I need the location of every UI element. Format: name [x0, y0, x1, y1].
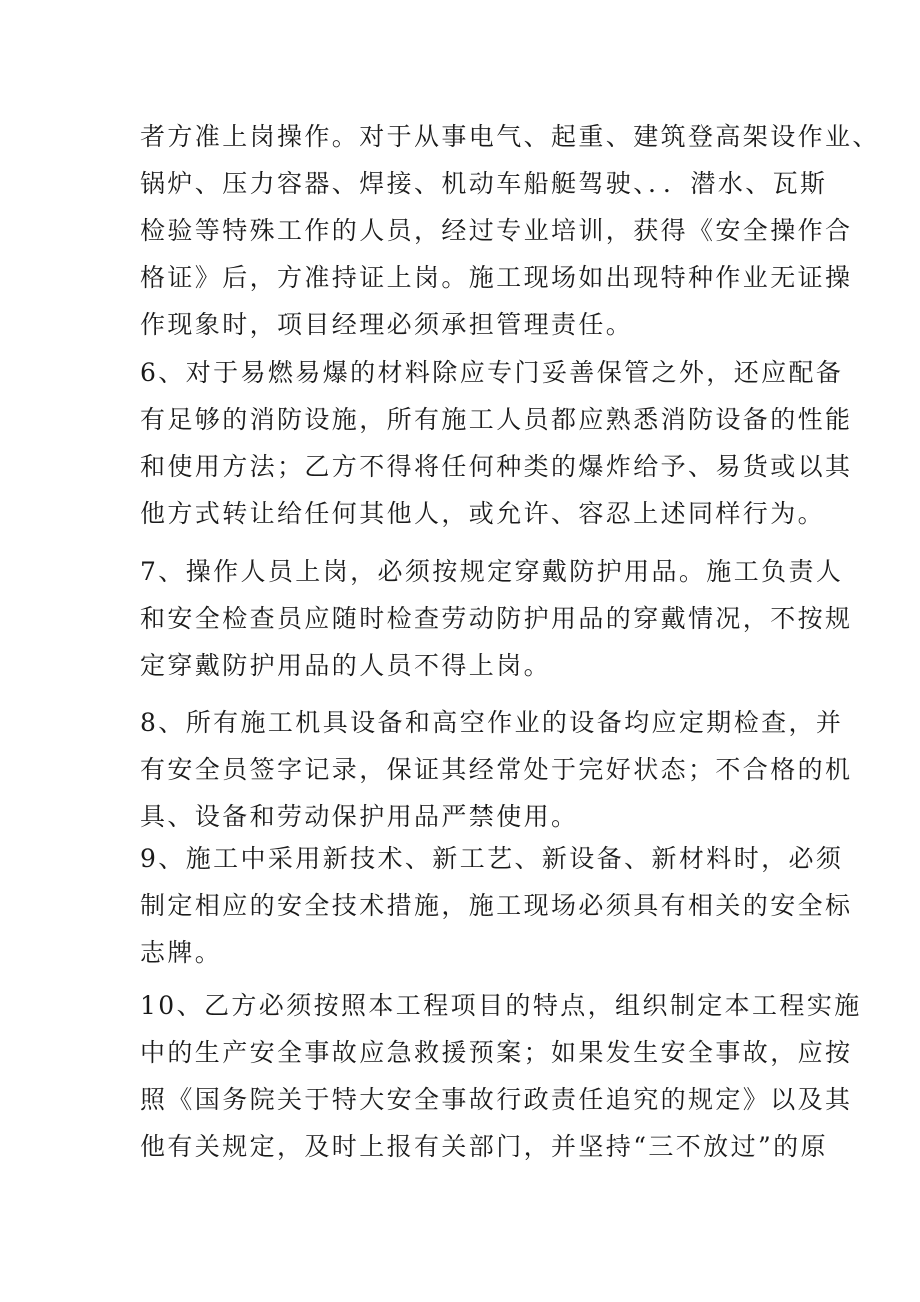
text-line: 有安全员签字记录，保证其经常处于完好状态；不合格的机 [140, 755, 853, 784]
text-line: 照《国务院关于特大安全事故行政责任追究的规定》以及其 [140, 1085, 853, 1114]
paragraph-10-line: 10、乙方必须按照本工程项目的特点，组织制定本工程实施 [140, 991, 862, 1020]
text-line: 和安全检查员应随时检查劳动防护用品的穿戴情况，不按规 [140, 604, 853, 633]
text-line: 具、设备和劳动保护用品严禁使用。 [140, 802, 579, 831]
text-line: 他方式转让给任何其他人，或允许、容忍上述同样行为。 [140, 499, 826, 528]
text-line: 中的生产安全事故应急救援预案；如果发生安全事故，应按 [140, 1038, 853, 1067]
paragraph-8-line: 8、所有施工机具设备和高空作业的设备均应定期检查，并 [140, 708, 844, 737]
paragraph-9-line: 9、施工中采用新技术、新工艺、新设备、新材料时，必须 [140, 844, 844, 873]
text-line: 者方准上岗操作。对于从事电气、起重、建筑登高架设作业、 [140, 122, 880, 151]
text-line: 格证》后，方准持证上岗。施工现场如出现特种作业无证操 [140, 263, 853, 292]
text-line: 制定相应的安全技术措施，施工现场必须具有相关的安全标 [140, 891, 853, 920]
text-line: 和使用方法；乙方不得将任何种类的爆炸给予、易货或以其 [140, 452, 853, 481]
paragraph-6-line: 6、对于易燃易爆的材料除应专门妥善保管之外，还应配备 [140, 358, 844, 387]
text-line: 定穿戴防护用品的人员不得上岗。 [140, 651, 552, 680]
text-line: 检验等特殊工作的人员，经过专业培训，获得《安全操作合 [140, 216, 853, 245]
paragraph-7-line: 7、操作人员上岗，必须按规定穿戴防护用品。施工负责人 [140, 557, 844, 586]
text-line: 作现象时，项目经理必须承担管理责任。 [140, 310, 634, 339]
text-line: 有足够的消防设施，所有施工人员都应熟悉消防设备的性能 [140, 405, 853, 434]
text-line: 锅炉、压力容器、焊接、机动车船艇驾驶、．．潜水、瓦斯 [140, 169, 828, 198]
text-line: 志牌。 [140, 938, 223, 967]
text-line: 他有关规定，及时上报有关部门，并坚持“三不放过”的原 [140, 1132, 828, 1161]
